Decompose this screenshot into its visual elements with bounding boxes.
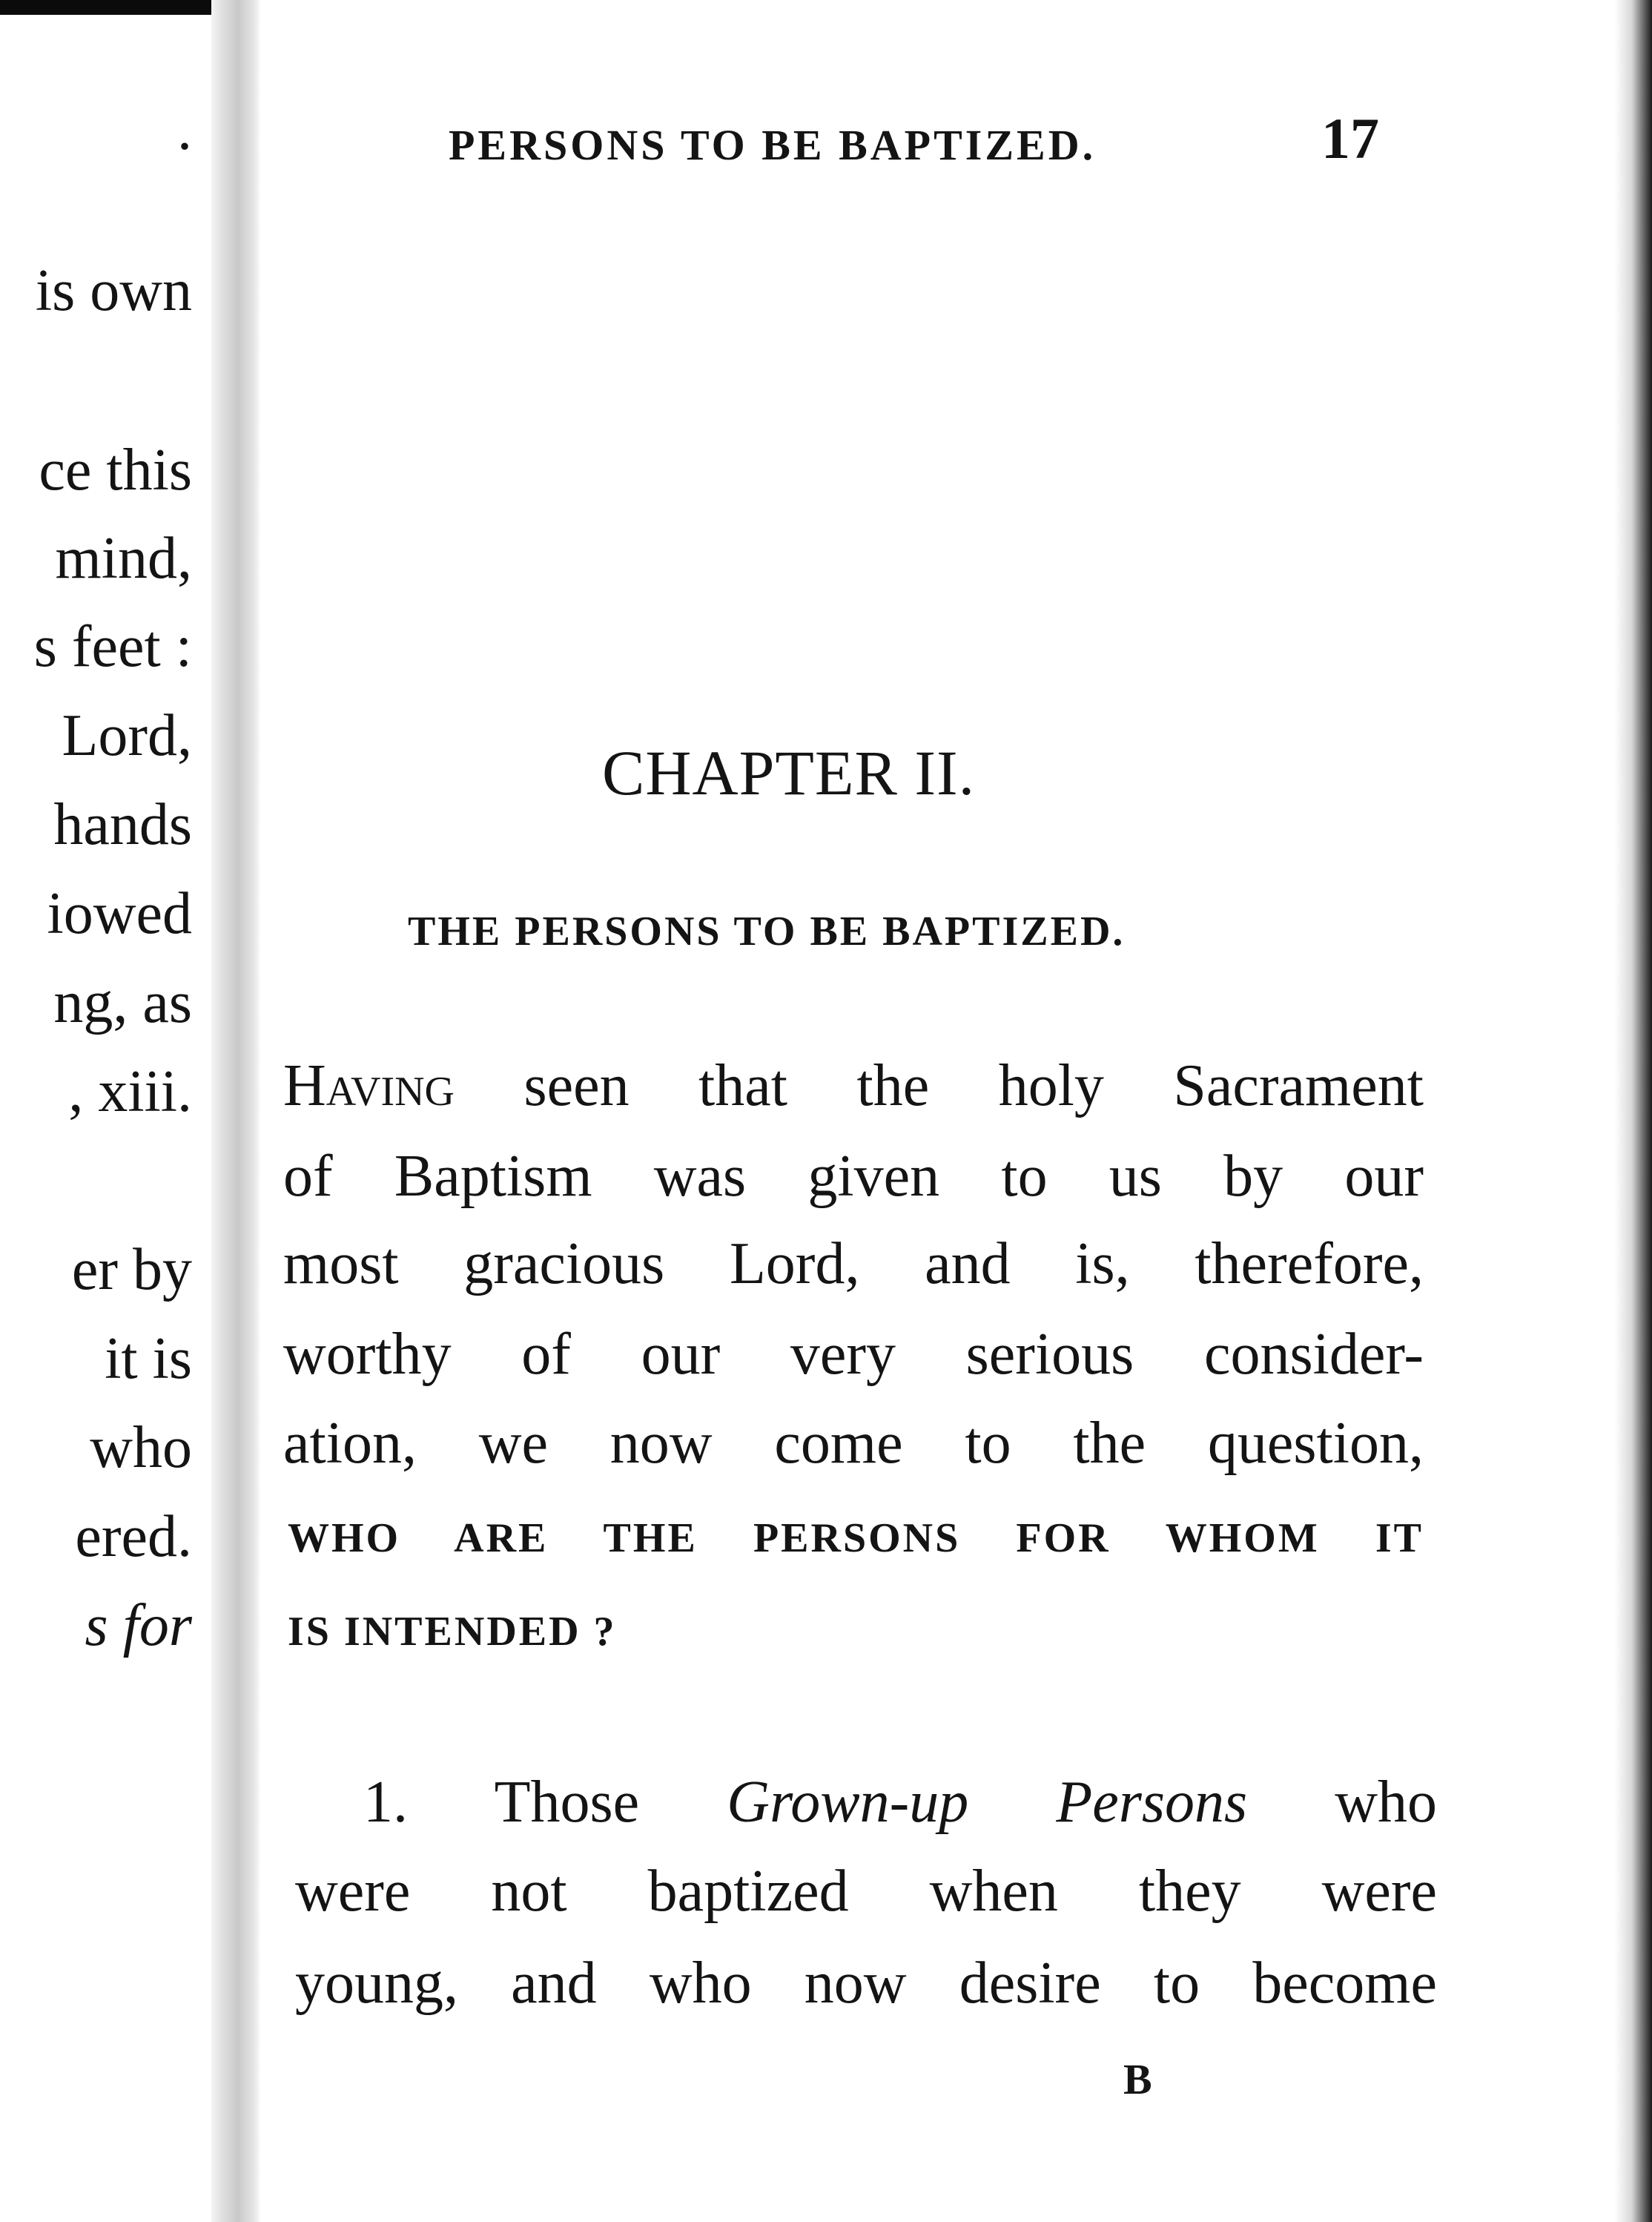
left-line-5: s feet : [33,614,192,679]
left-line-4: mind, [55,526,192,591]
left-page-fragment [0,0,219,2222]
paragraph1-line2: of Baptism was given to us by our [283,1144,1424,1209]
left-line-2: is own [35,258,192,323]
list-number: 1. [363,1770,408,1835]
scan-right-edge [1615,0,1652,2222]
left-line-6: Lord, [62,703,192,768]
paragraph1-line5: ation, we now come to the question, [283,1411,1424,1476]
signature-mark: B [1123,2055,1152,2103]
paragraph2-italic: Grown-up Persons [727,1770,1248,1835]
running-head: PERSONS TO BE BAPTIZED. [449,121,1097,169]
paragraph1-line7: IS INTENDED ? [288,1609,617,1655]
left-line-8: iowed [47,881,192,946]
left-line-15: s for [85,1593,192,1658]
paragraph1-line3: most gracious Lord, and is, therefore, [283,1231,1424,1296]
paragraph2-line2: were not baptized when they were [295,1859,1437,1924]
chapter-title: CHAPTER II. [602,737,976,808]
left-line-9: ng, as [53,970,192,1035]
paragraph1-line6: WHO ARE THE PERSONS FOR WHOM IT [288,1515,1424,1561]
paragraph1-line1 [283,1053,1424,1118]
paragraph2-line3: young, and who now desire to become [295,1951,1437,2016]
chapter-subtitle: THE PERSONS TO BE BAPTIZED. [408,909,1126,955]
paragraph1-line1-rest: seen that the holy Sacrament [454,1053,1424,1118]
left-line-3: ce this [39,438,192,503]
left-line-13: who [90,1415,192,1480]
paragraph2-line1 [363,1770,1438,1835]
paragraph1-line4: worthy of our very serious consider- [283,1322,1424,1387]
left-line-7: hands [53,792,192,857]
left-line-1: . [177,97,192,162]
left-line-11: er by [71,1237,192,1302]
scan-top-edge [0,0,219,15]
book-gutter [211,0,260,2222]
left-line-14: ered. [75,1504,192,1569]
left-line-12: it is [105,1326,192,1391]
left-line-10: , xiii. [68,1059,192,1124]
opening-word: Having [283,1053,455,1118]
paragraph2-line1-end: who [1335,1770,1438,1835]
page-number: 17 [1321,106,1379,171]
paragraph2-lead: Those [494,1770,640,1835]
